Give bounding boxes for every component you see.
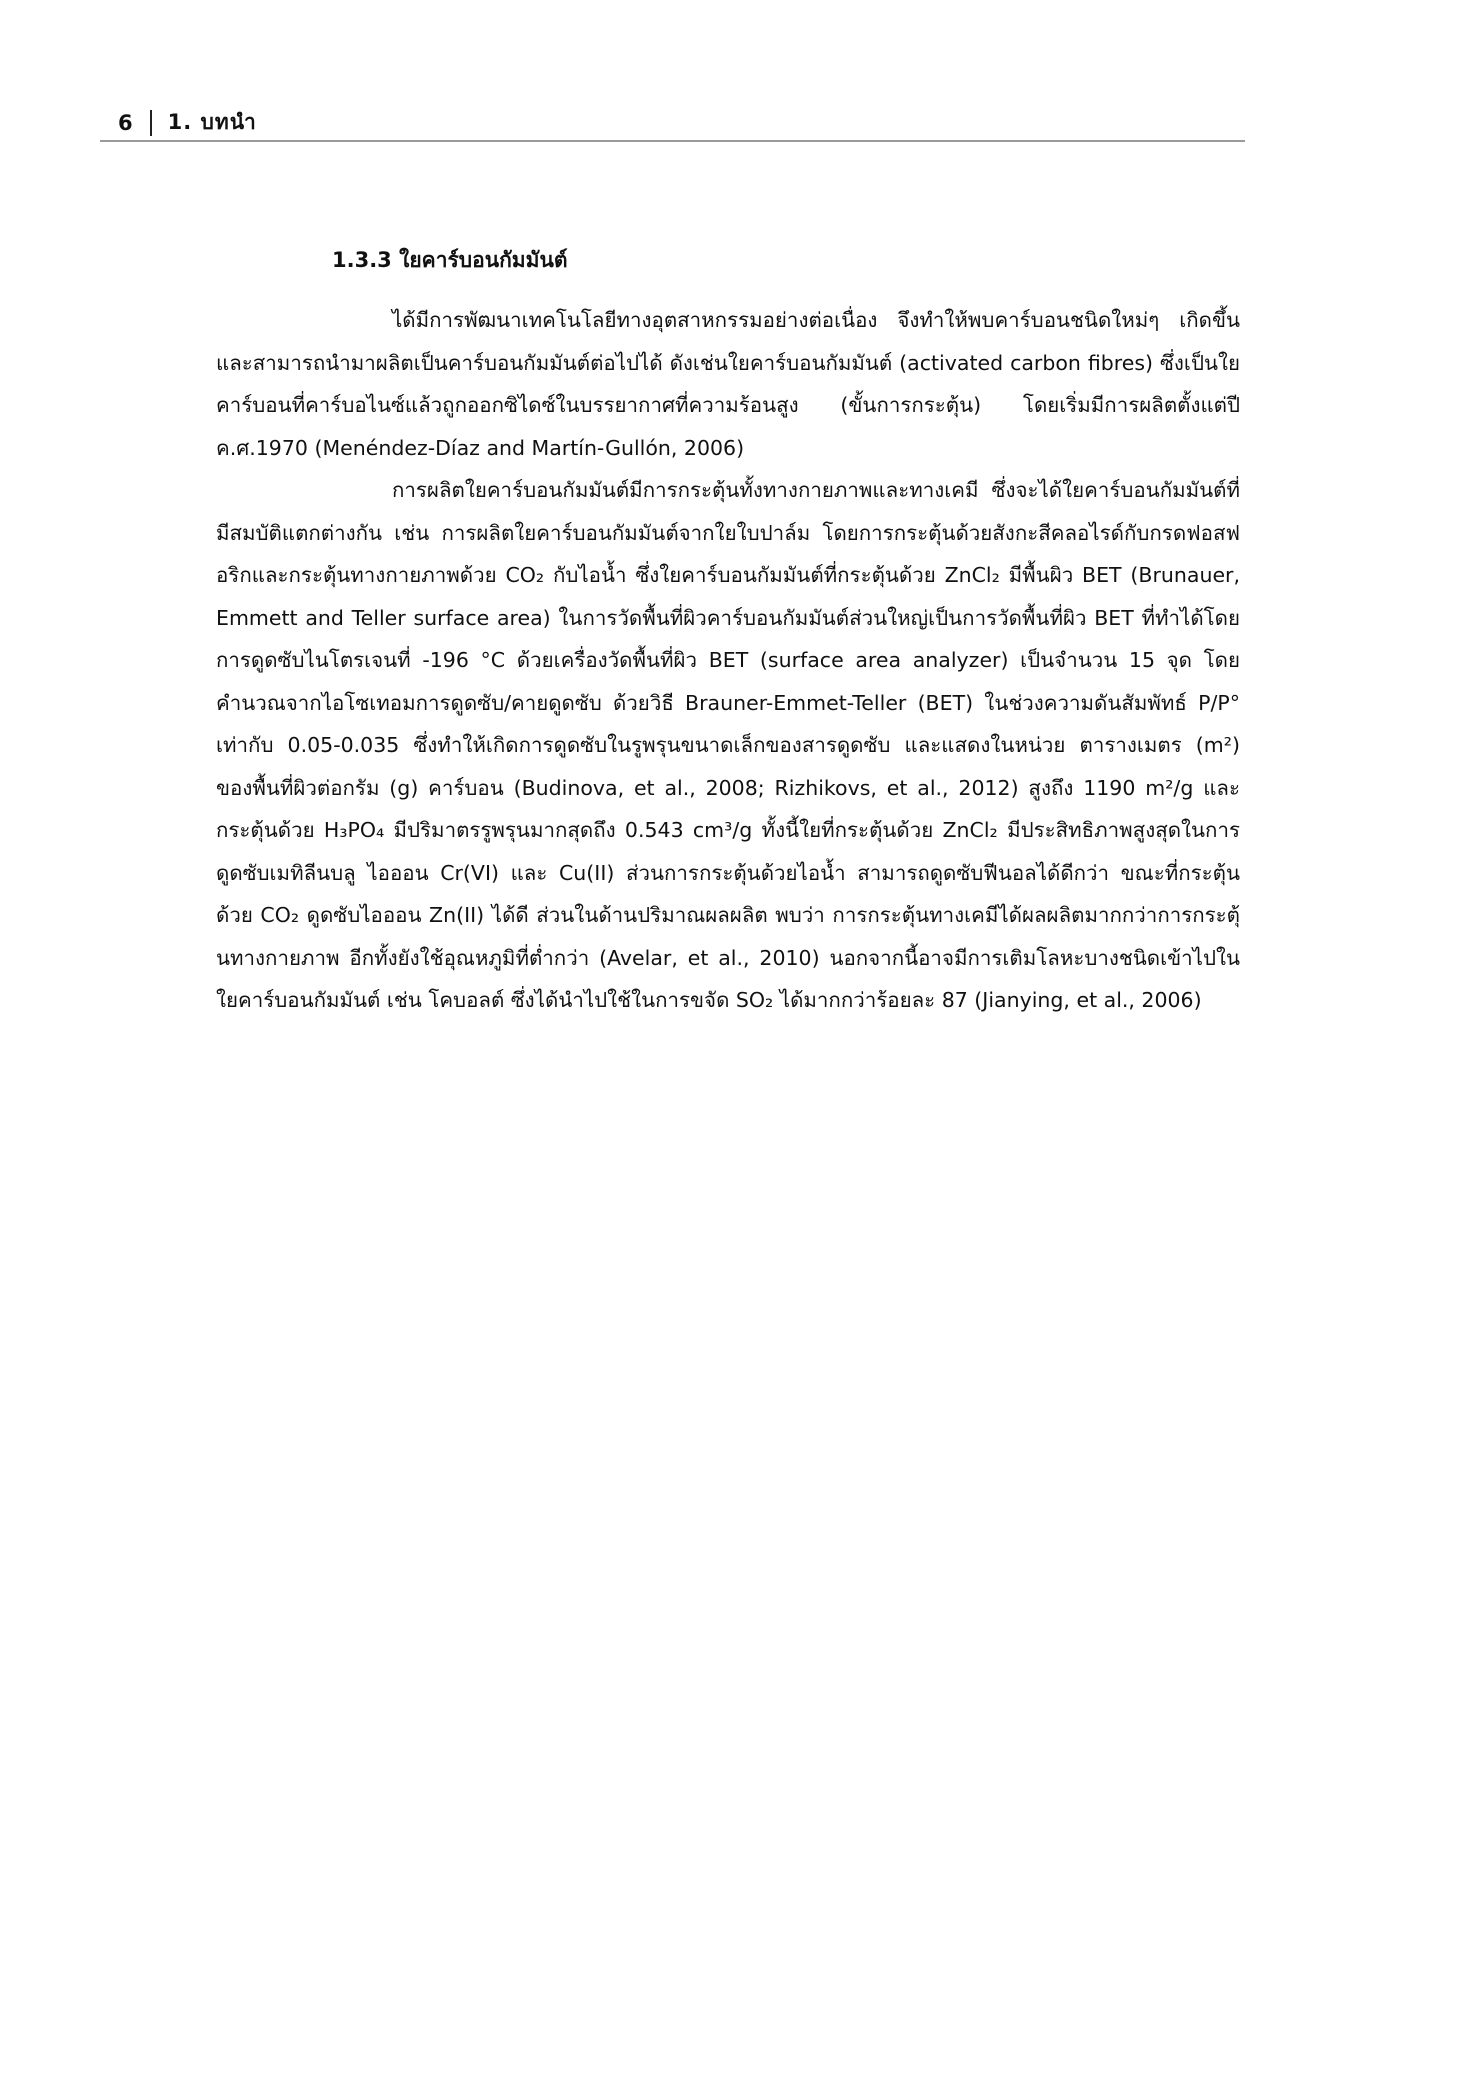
page-header [100,100,1245,142]
page-body [216,244,1240,1022]
paragraph-2: การผลิตใยคาร์บอนกัมมันต์มีการกระตุ้นทั้งทางกายภาพและทางเคมี ซึ่งจะได้ใยคาร์บอนกัมมันต์ที่มีสมบัติแตกต่างกัน เช่น การผลิตใยคาร์บอนกัมมันต์จากใยใบปาล์ม โดยการกระตุ้นด้วยสังกะสีคลอไรด์กับกรดฟอสฟอริกและกระตุ้นทางกายภาพด้วย CO₂ กับไอน้ำ ซึ่งใยคาร์บอนกัมมันต์ที่กระตุ้นด้วย ZnCl₂ มีพื้นผิว BET (Brunauer, Emmett and Teller surface area) ในการวัดพื้นที่ผิวคาร์บอนกัมมันต์ส่วนใหญ่เป็นการวัดพื้นที่ผิว BET ที่ทำได้โดยการดูดซับไนโตรเจนที่ -196 °C ด้วยเครื่องวัดพื้นที่ผิว BET (surface area analyzer) เป็นจำนวน 15 จุด โดยคำนวณจากไอโซเทอมการดูดซับ/คายดูดซับ ด้วยวิธี Brauner-Emmet-Teller (BET) ในช่วงความดันสัมพัทธ์ P/P° เท่ากับ 0.05-0.035 ซึ่งทำให้เกิดการดูดซับในรูพรุนขนาดเล็กของสารดูดซับ และแสดงในหน่วย ตารางเมตร (m²) ของพื้นที่ผิวต่อกรัม (g) คาร์บอน (Budinova, et al., 2008; Rizhikovs, et al., 2012) สูงถึง 1190 m²/g และกระตุ้นด้วย H₃PO₄ มีปริมาตรรูพรุนมากสุดถึง 0.543 cm³/g ทั้งนี้ใยที่กระตุ้นด้วย ZnCl₂ มีประสิทธิภาพสูงสุดในการดูดซับเมทิลีนบลู ไอออน Cr(VI) และ Cu(II) ส่วนการกระตุ้นด้วยไอน้ำ สามารถดูดซับฟีนอลได้ดีกว่า ขณะที่กระตุ้นด้วย CO₂ ดูดซับไอออน Zn(II) ได้ดี ส่วนในด้านปริมาณผลผลิต พบว่า การกระตุ้นทางเคมีได้ผลผลิตมากกว่าการกระตุ้นทางกายภาพ อีกทั้งยังใช้อุณหภูมิที่ต่ำกว่า (Avelar, et al., 2010) นอกจากนี้อาจมีการเติมโลหะบางชนิดเข้าไปในใยคาร์บอนกัมมันต์ เช่น โคบอลต์ ซึ่งได้นำไปใช้ในการขจัด SO₂ ได้มากกว่าร้อยละ 87 (Jianying, et al., 2006) [216,478,1240,1012]
header-divider [150,110,152,136]
paragraph-1: ได้มีการพัฒนาเทคโนโลยีทางอุตสาหกรรมอย่างต่อเนื่อง จึงทำให้พบคาร์บอนชนิดใหม่ๆ เกิดขึ้น และสามารถนำมาผลิตเป็นคาร์บอนกัมมันต์ต่อไปได้ ดังเช่นใยคาร์บอนกัมมันต์ (activated carbon fibres) ซึ่งเป็นใยคาร์บอนที่คาร์บอไนซ์แล้วถูกออกซิไดซ์ในบรรยากาศที่ความร้อนสูง (ขั้นการกระตุ้น) โดยเริ่มมีการผลิตตั้งแต่ปี ค.ศ.1970 (Menéndez-Díaz and Martín-Gullón, 2006) [216,308,1240,460]
chapter-title: 1. บทนำ [167,110,257,134]
running-head [118,106,257,139]
section-heading: 1.3.3 ใยคาร์บอนกัมมันต์ [332,248,568,272]
page-number: 6 [118,110,134,135]
